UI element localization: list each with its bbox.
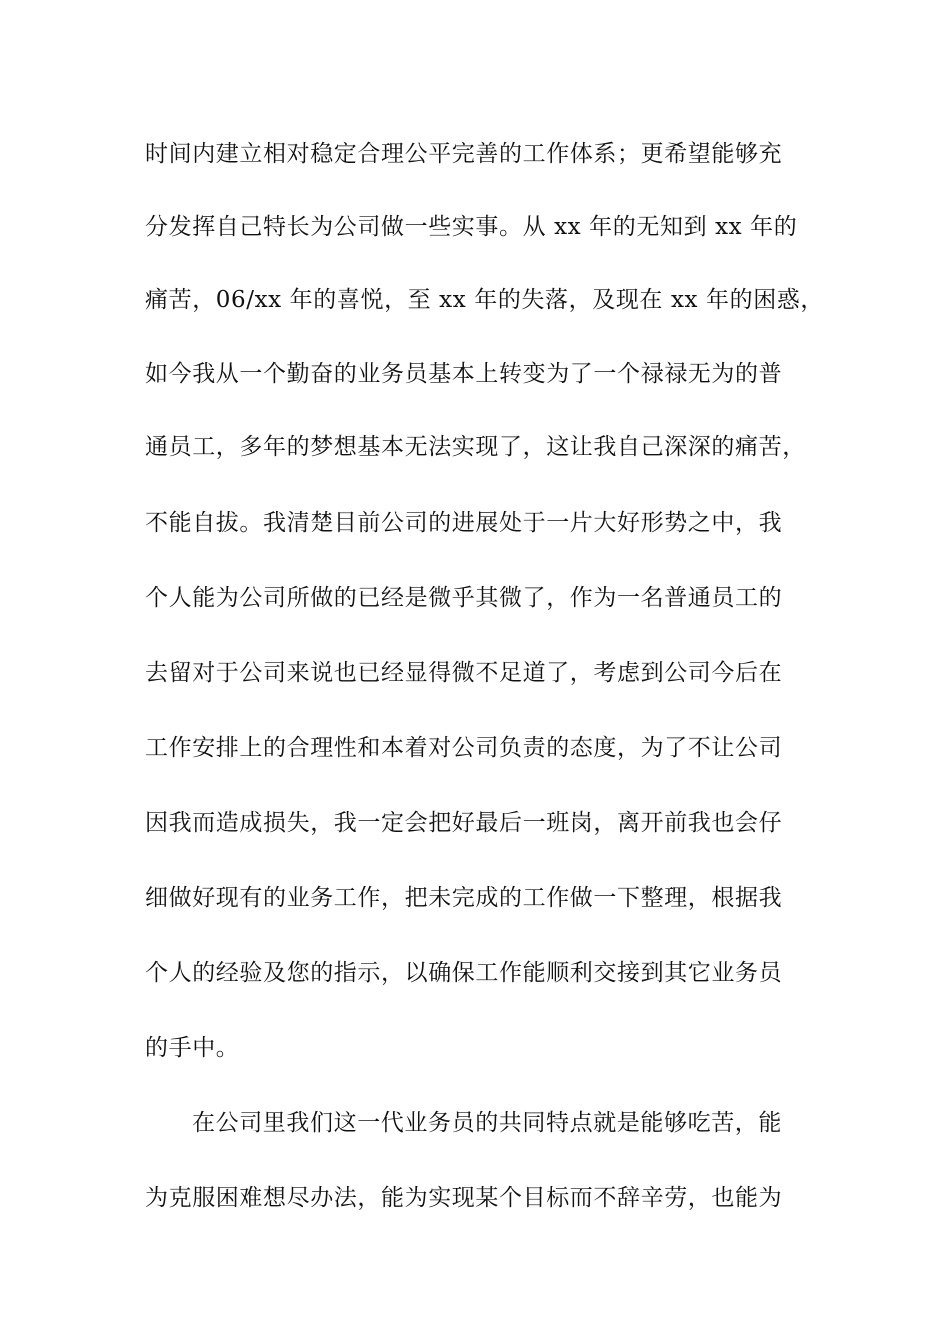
text-line: 工作安排上的合理性和本着对公司负责的态度，为了不让公司: [145, 735, 783, 761]
text-line: 痛苦，06/xx 年的喜悦，至 xx 年的失落，及现在 xx 年的困惑，: [145, 287, 824, 313]
text-line: 个人的经验及您的指示，以确保工作能顺利交接到其它业务员: [145, 960, 783, 986]
text-line: 因我而造成损失，我一定会把好最后一班岗，离开前我也会仔: [145, 810, 783, 836]
text-line: 细做好现有的业务工作，把未完成的工作做一下整理，根据我: [145, 885, 783, 911]
text-line: 在公司里我们这一代业务员的共同特点就是能够吃苦，能: [192, 1110, 782, 1136]
text-line: 如今我从一个勤奋的业务员基本上转变为了一个禄禄无为的普: [145, 361, 783, 387]
text-line: 时间内建立相对稳定合理公平完善的工作体系；更希望能够充: [145, 141, 783, 167]
text-line: 的手中。: [145, 1035, 240, 1061]
text-line: 通员工，多年的梦想基本无法实现了，这让我自己深深的痛苦，: [145, 434, 806, 460]
text-line: 个人能为公司所做的已经是微乎其微了，作为一名普通员工的: [145, 585, 783, 611]
text-line: 去留对于公司来说也已经显得微不足道了，考虑到公司今后在: [145, 660, 783, 686]
text-line: 不能自拔。我清楚目前公司的进展处于一片大好形势之中，我: [145, 510, 783, 536]
text-line: 为克服困难想尽办法，能为实现某个目标而不辞辛劳，也能为: [145, 1185, 783, 1211]
text-line: 分发挥自己特长为公司做一些实事。从 xx 年的无知到 xx 年的: [145, 214, 798, 240]
